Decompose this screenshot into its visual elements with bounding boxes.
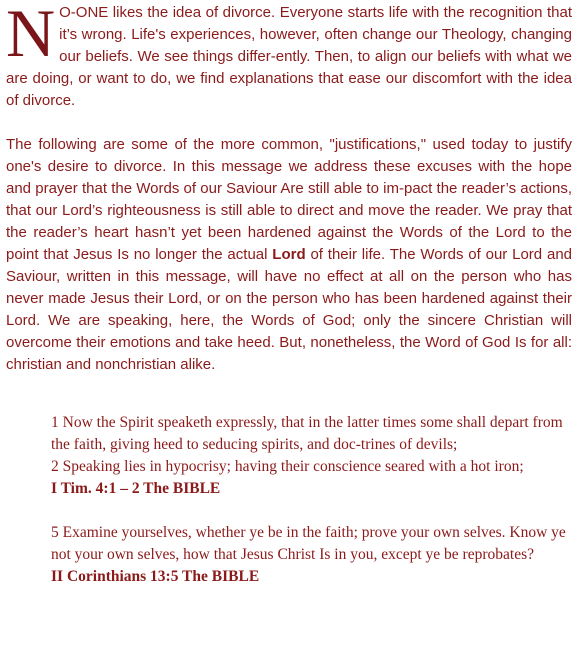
scripture-quote — [51, 412, 566, 500]
emphasized-word: Lord — [272, 246, 306, 263]
intro-paragraph — [6, 0, 572, 112]
scripture-reference: II Corinthians 13:5 The BIBLE — [51, 568, 260, 585]
verse-text: 1 Now the Spirit speaketh expressly, that in the latter times some shall depart from the faith, giving heed to seducing spirits, and doc-trines of devils; — [51, 414, 563, 453]
verse-text: 5 Examine yourselves, whether ye be in the faith; prove your own selves. Know ye not your own selves, how that Jesus Christ Is in you, except ye be reprobates? — [51, 524, 566, 563]
scripture-quote — [51, 522, 566, 588]
intro-text: O-ONE likes the idea of divorce. Everyone starts life with the recognition that it’s wrong. Life's experiences, however, often change our Theology, changing our beliefs. We see things differ-ently. Then, to align our beliefs with what we are doing, or want to do, we find explanations that ease our discomfort with the idea of divorce. — [6, 4, 572, 109]
body-text-start: The following are some of the more common, "justifications," used today to justify one's desire to divorce. In this message we address these excuses with the hope and prayer that the Words of our Saviour Are still able to im-pact the reader’s actions, that our Lord’s righteousness is still able to direct and move the reader. We pray that the reader’s heart hasn’t yet been hardened against the Words of the Lord to the point that Jesus Is no longer the actual — [6, 136, 572, 263]
body-text-end: of their life. The Words of our Lord and Saviour, written in this message, will have no effect at all on the person who has never made Jesus their Lord, or on the person who has been hardened against their Lord. We are speaking, here, the Words of God; only the sincere Christian will overcome their emotions and take heed. But, nonetheless, the Word of God Is for all: christian and nonchristian alike. — [6, 246, 573, 373]
body-paragraph — [6, 134, 572, 376]
verse-text: 2 Speaking lies in hypocrisy; having their conscience seared with a hot iron; — [51, 458, 524, 475]
drop-cap: N — [6, 0, 56, 71]
document-page — [6, 0, 572, 588]
scripture-reference: I Tim. 4:1 – 2 The BIBLE — [51, 480, 221, 497]
